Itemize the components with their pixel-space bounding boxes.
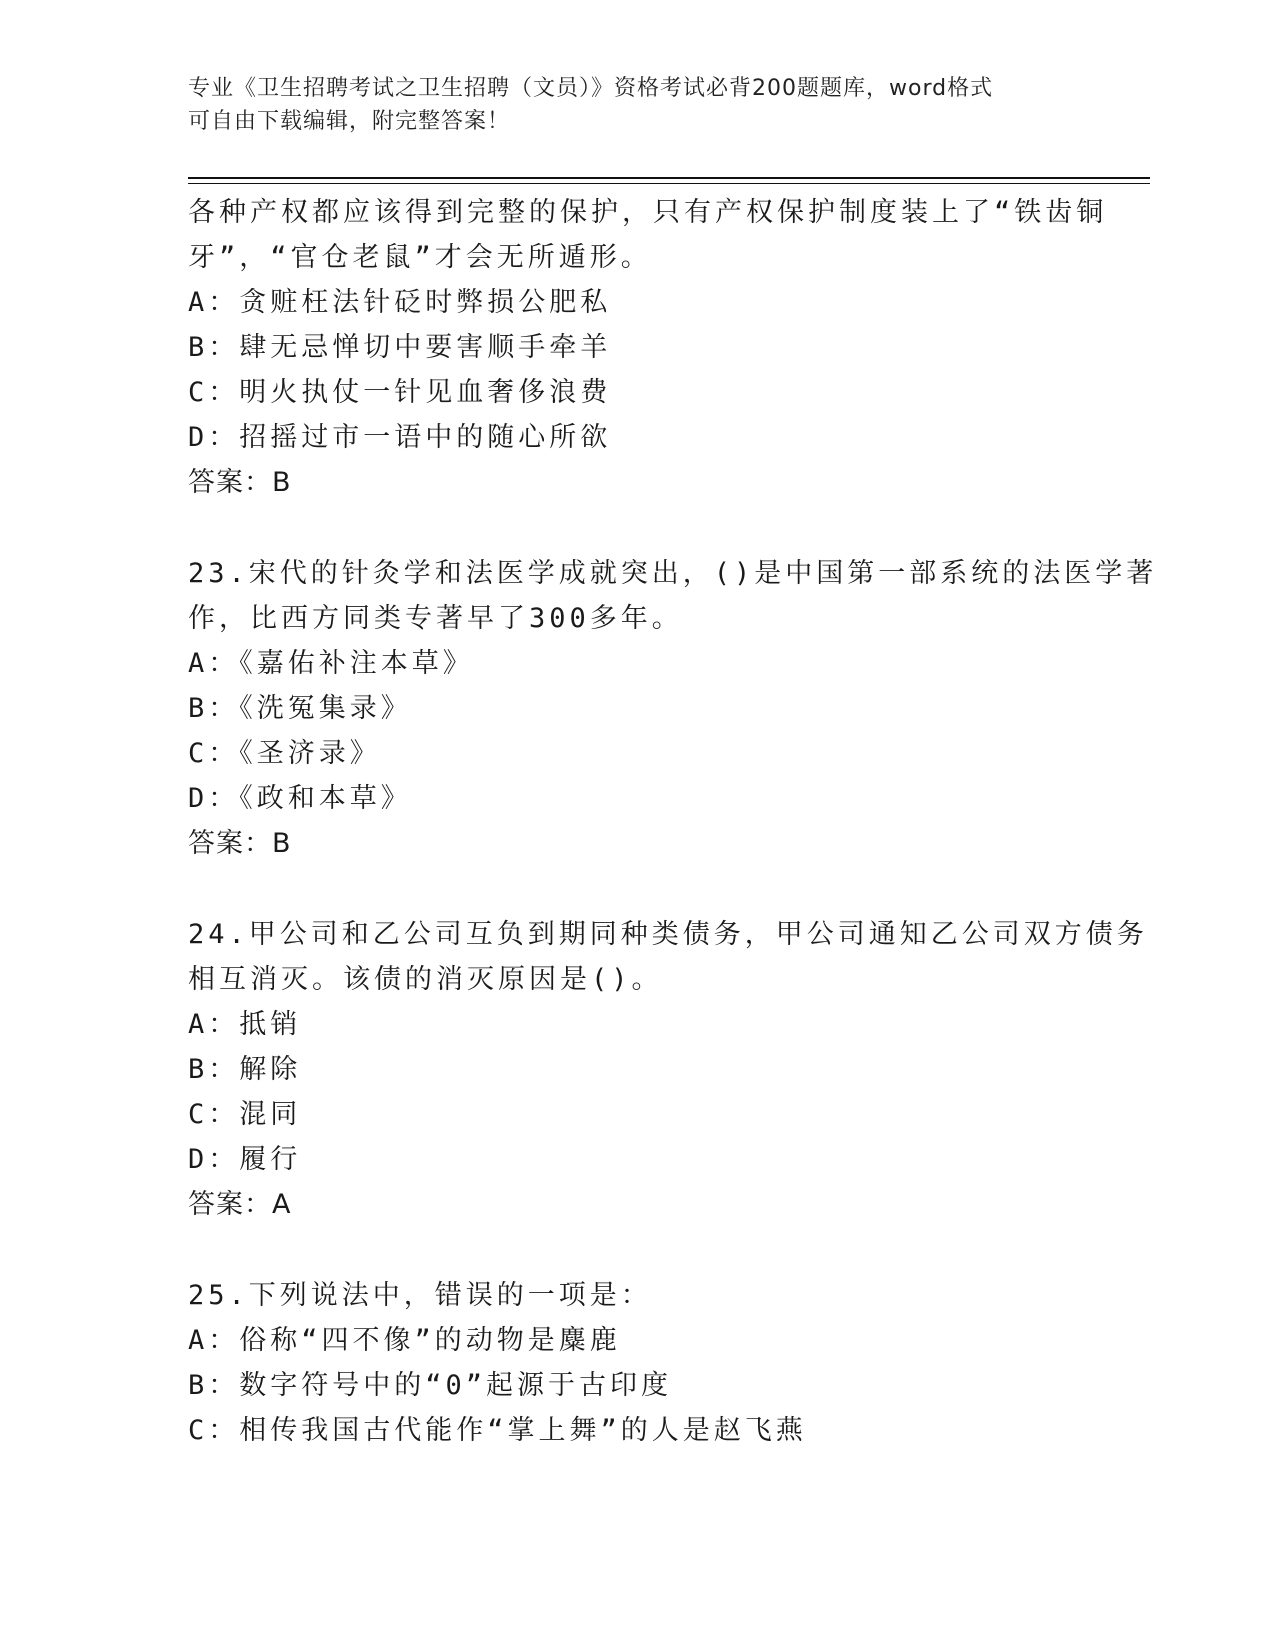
answer: 答案：B — [188, 467, 292, 498]
question-22 — [188, 190, 1108, 505]
question-stem-line: 25.下列说法中，错误的一项是： — [188, 1280, 652, 1311]
question-24 — [188, 912, 1148, 1227]
header-divider-thick — [188, 177, 1150, 179]
answer: 答案：A — [188, 1189, 292, 1220]
question-stem-line: 23.宋代的针灸学和法医学成就突出，()是中国第一部系统的法医学著 — [188, 558, 1158, 589]
header-divider-thin — [188, 183, 1150, 184]
spacer — [188, 505, 1088, 551]
answer: 答案：B — [188, 828, 292, 859]
option-c: C：相传我国古代能作“掌上舞”的人是赵飞燕 — [188, 1415, 807, 1446]
question-stem-line: 相互消灭。该债的消灭原因是()。 — [188, 964, 663, 995]
option-a: A：抵销 — [188, 1009, 302, 1040]
spacer — [188, 1227, 1088, 1273]
document-header — [188, 72, 1088, 138]
question-stem-line: 24.甲公司和乙公司互负到期同种类债务，甲公司通知乙公司双方债务 — [188, 919, 1148, 950]
option-d: D：《政和本草》 — [188, 783, 412, 814]
option-b: B：肆无忌惮切中要害顺手牵羊 — [188, 332, 612, 363]
option-c: C：明火执仗一针见血奢侈浪费 — [188, 377, 612, 408]
question-23 — [188, 551, 1158, 866]
question-stem-line: 牙”，“官仓老鼠”才会无所遁形。 — [188, 242, 652, 273]
document-body — [188, 190, 1158, 1453]
option-a: A：俗称“四不像”的动物是麋鹿 — [188, 1325, 621, 1356]
question-stem-line: 各种产权都应该得到完整的保护，只有产权保护制度装上了“铁齿铜 — [188, 197, 1108, 228]
option-a: A：贪赃枉法针砭时弊损公肥私 — [188, 287, 612, 318]
option-b: B：解除 — [188, 1054, 302, 1085]
option-d: D：履行 — [188, 1144, 302, 1175]
option-c: C：混同 — [188, 1099, 302, 1130]
option-d: D：招摇过市一语中的随心所欲 — [188, 422, 612, 453]
option-b: B：数字符号中的“0”起源于古印度 — [188, 1370, 673, 1401]
header-line-1: 专业《卫生招聘考试之卫生招聘（文员）》资格考试必背200题题库，word格式 — [188, 76, 994, 101]
question-stem-line: 作，比西方同类专著早了300多年。 — [188, 603, 683, 634]
option-a: A：《嘉佑补注本草》 — [188, 648, 474, 679]
spacer — [188, 866, 1088, 912]
option-b: B：《洗冤集录》 — [188, 693, 412, 724]
question-25 — [188, 1273, 1088, 1453]
header-line-2: 可自由下载编辑，附完整答案！ — [188, 109, 511, 134]
option-c: C：《圣济录》 — [188, 738, 381, 769]
